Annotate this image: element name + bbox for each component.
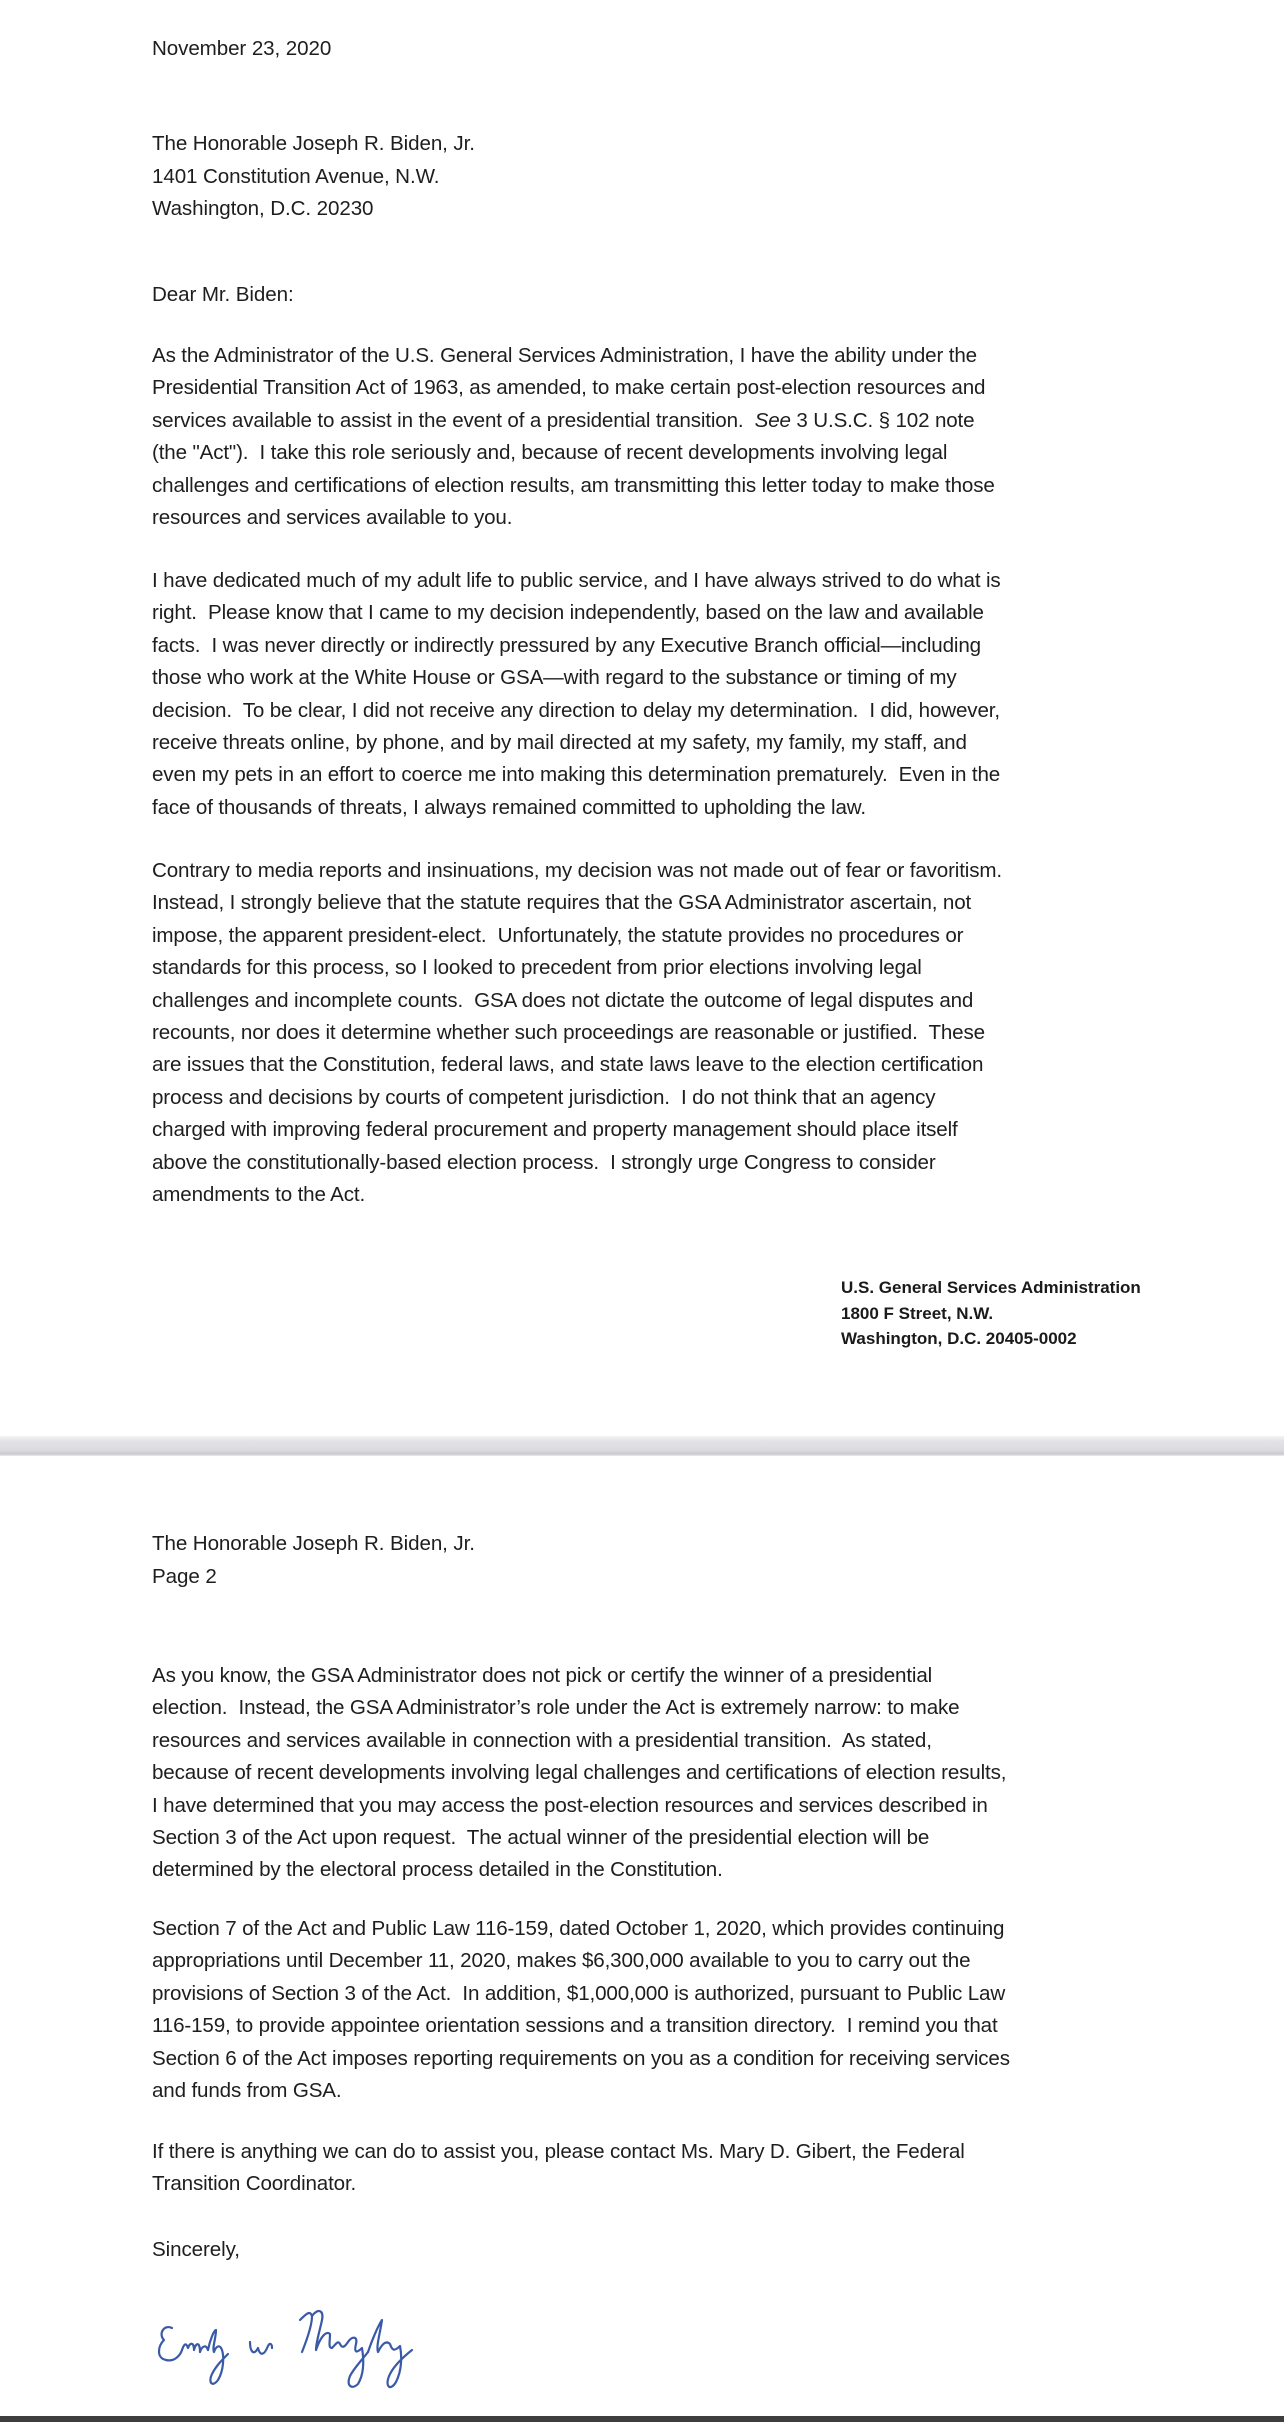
paragraph-line: (the "Act"). I take this role seriously and, because of recent developments involving legal xyxy=(152,441,948,465)
paragraph-line: Contrary to media reports and insinuations, my decision was not made out of fear or favoritism. xyxy=(152,859,1002,882)
paragraph-line: As the Administrator of the U.S. General Services Administration, I have the ability under the xyxy=(152,344,977,367)
paragraph-line: process and decisions by courts of competent jurisdiction. I do not think that an agency xyxy=(152,1085,936,1109)
paragraph-line: standards for this process, so I looked to precedent from prior elections involving legal xyxy=(152,956,922,980)
recipient-address-line1: 1401 Constitution Avenue, N.W. xyxy=(152,164,440,188)
gsa-street: 1800 F Street, N.W. xyxy=(841,1303,994,1323)
paragraph-line: those who work at the White House or GSA—with regard to the substance or timing of my xyxy=(152,666,957,690)
paragraph-line: amendments to the Act. xyxy=(152,1183,366,1207)
signature-image xyxy=(150,2290,480,2400)
recipient-address-block xyxy=(152,128,475,226)
paragraph-line: because of recent developments involving legal challenges and certifications of election results, xyxy=(152,1761,1007,1785)
paragraph-2 xyxy=(152,565,1232,824)
paragraph-line: are issues that the Constitution, federal laws, and state laws leave to the election certification xyxy=(152,1053,984,1077)
paragraph-line: challenges and incomplete counts. GSA does not dictate the outcome of legal disputes and xyxy=(152,988,974,1012)
paragraph-line: face of thousands of threats, I always remained committed to upholding the law. xyxy=(152,795,866,819)
paragraph-line: resources and services available in connection with a presidential transition. As stated, xyxy=(152,1728,932,1752)
paragraph-line: If there is anything we can do to assist you, please contact Ms. Mary D. Gibert, the Federal xyxy=(152,2140,965,2163)
paragraph-line: challenges and certifications of election results, am transmitting this letter today to make those xyxy=(152,473,995,497)
gsa-org-name: U.S. General Services Administration xyxy=(841,1278,1141,1297)
paragraph-line: Presidential Transition Act of 1963, as amended, to make certain post-election resources and xyxy=(152,376,986,400)
paragraph-line: appropriations until December 11, 2020, makes $6,300,000 available to you to carry out the xyxy=(152,1949,971,1973)
paragraph-line: and funds from GSA. xyxy=(152,2079,342,2103)
paragraph-line: provisions of Section 3 of the Act. In addition, $1,000,000 is authorized, pursuant to Public Law xyxy=(152,1981,1006,2005)
paragraph-line: I have dedicated much of my adult life to public service, and I have always strived to do what is xyxy=(152,569,1001,592)
gsa-footer-address xyxy=(841,1275,1141,1352)
paragraph-line: Section 7 of the Act and Public Law 116-159, dated October 1, 2020, which provides continuing xyxy=(152,1917,1005,1940)
paragraph-line: receive threats online, by phone, and by mail directed at my safety, my family, my staff, and xyxy=(152,731,967,755)
page2-header-recipient: The Honorable Joseph R. Biden, Jr. xyxy=(152,1532,475,1555)
paragraph-line: even my pets in an effort to coerce me into making this determination prematurely. Even in the xyxy=(152,763,1001,787)
paragraph-line: decision. To be clear, I did not receive any direction to delay my determination. I did, however, xyxy=(152,698,1000,722)
page-separator xyxy=(0,1436,1284,1456)
paragraph-line: As you know, the GSA Administrator does not pick or certify the winner of a presidential xyxy=(152,1664,933,1687)
paragraph-5 xyxy=(152,1913,1232,2107)
page2-header xyxy=(152,1528,475,1593)
paragraph-1 xyxy=(152,340,1232,534)
paragraph-line: determined by the electoral process detailed in the Constitution. xyxy=(152,1858,723,1882)
paragraph-line: services available to assist in the event of a presidential transition. See 3 U.S.C. § 102 note xyxy=(152,408,975,432)
paragraph-line: Section 6 of the Act imposes reporting requirements on you as a condition for receiving services xyxy=(152,2046,1010,2070)
paragraph-3 xyxy=(152,855,1232,1211)
salutation: Dear Mr. Biden: xyxy=(152,283,294,306)
paragraph-line: charged with improving federal procurement and property management should place itself xyxy=(152,1118,958,1142)
paragraph-line: 116-159, to provide appointee orientation sessions and a transition directory. I remind you that xyxy=(152,2014,998,2038)
page-number: Page 2 xyxy=(152,1564,217,1588)
paragraph-line: above the constitutionally-based election process. I strongly urge Congress to consider xyxy=(152,1150,936,1174)
paragraph-line: resources and services available to you. xyxy=(152,506,513,530)
paragraph-4 xyxy=(152,1660,1232,1887)
paragraph-line: right. Please know that I came to my decision independently, based on the law and available xyxy=(152,601,984,625)
recipient-name: The Honorable Joseph R. Biden, Jr. xyxy=(152,132,475,155)
bottom-bar xyxy=(0,2416,1284,2422)
paragraph-line: Instead, I strongly believe that the statute requires that the GSA Administrator ascertain, not xyxy=(152,891,972,915)
paragraph-line: I have determined that you may access the post-election resources and services described in xyxy=(152,1793,988,1817)
paragraph-line: impose, the apparent president-elect. Unfortunately, the statute provides no procedures or xyxy=(152,923,964,947)
recipient-address-line2: Washington, D.C. 20230 xyxy=(152,197,374,220)
paragraph-line: Transition Coordinator. xyxy=(152,2172,357,2196)
paragraph-line: recounts, nor does it determine whether such proceedings are reasonable or justified. These xyxy=(152,1021,985,1045)
letter-page-2 xyxy=(0,1456,1284,2416)
citation-signal: See xyxy=(754,408,791,432)
gsa-city: Washington, D.C. 20405-0002 xyxy=(841,1329,1077,1348)
paragraph-6 xyxy=(152,2136,1232,2201)
letter-date: November 23, 2020 xyxy=(152,37,332,60)
paragraph-line: Section 3 of the Act upon request. The actual winner of the presidential election will be xyxy=(152,1826,930,1850)
paragraph-line: facts. I was never directly or indirectly pressured by any Executive Branch official—including xyxy=(152,633,981,657)
paragraph-line: election. Instead, the GSA Administrator’s role under the Act is extremely narrow: to make xyxy=(152,1696,960,1720)
closing: Sincerely, xyxy=(152,2238,240,2261)
